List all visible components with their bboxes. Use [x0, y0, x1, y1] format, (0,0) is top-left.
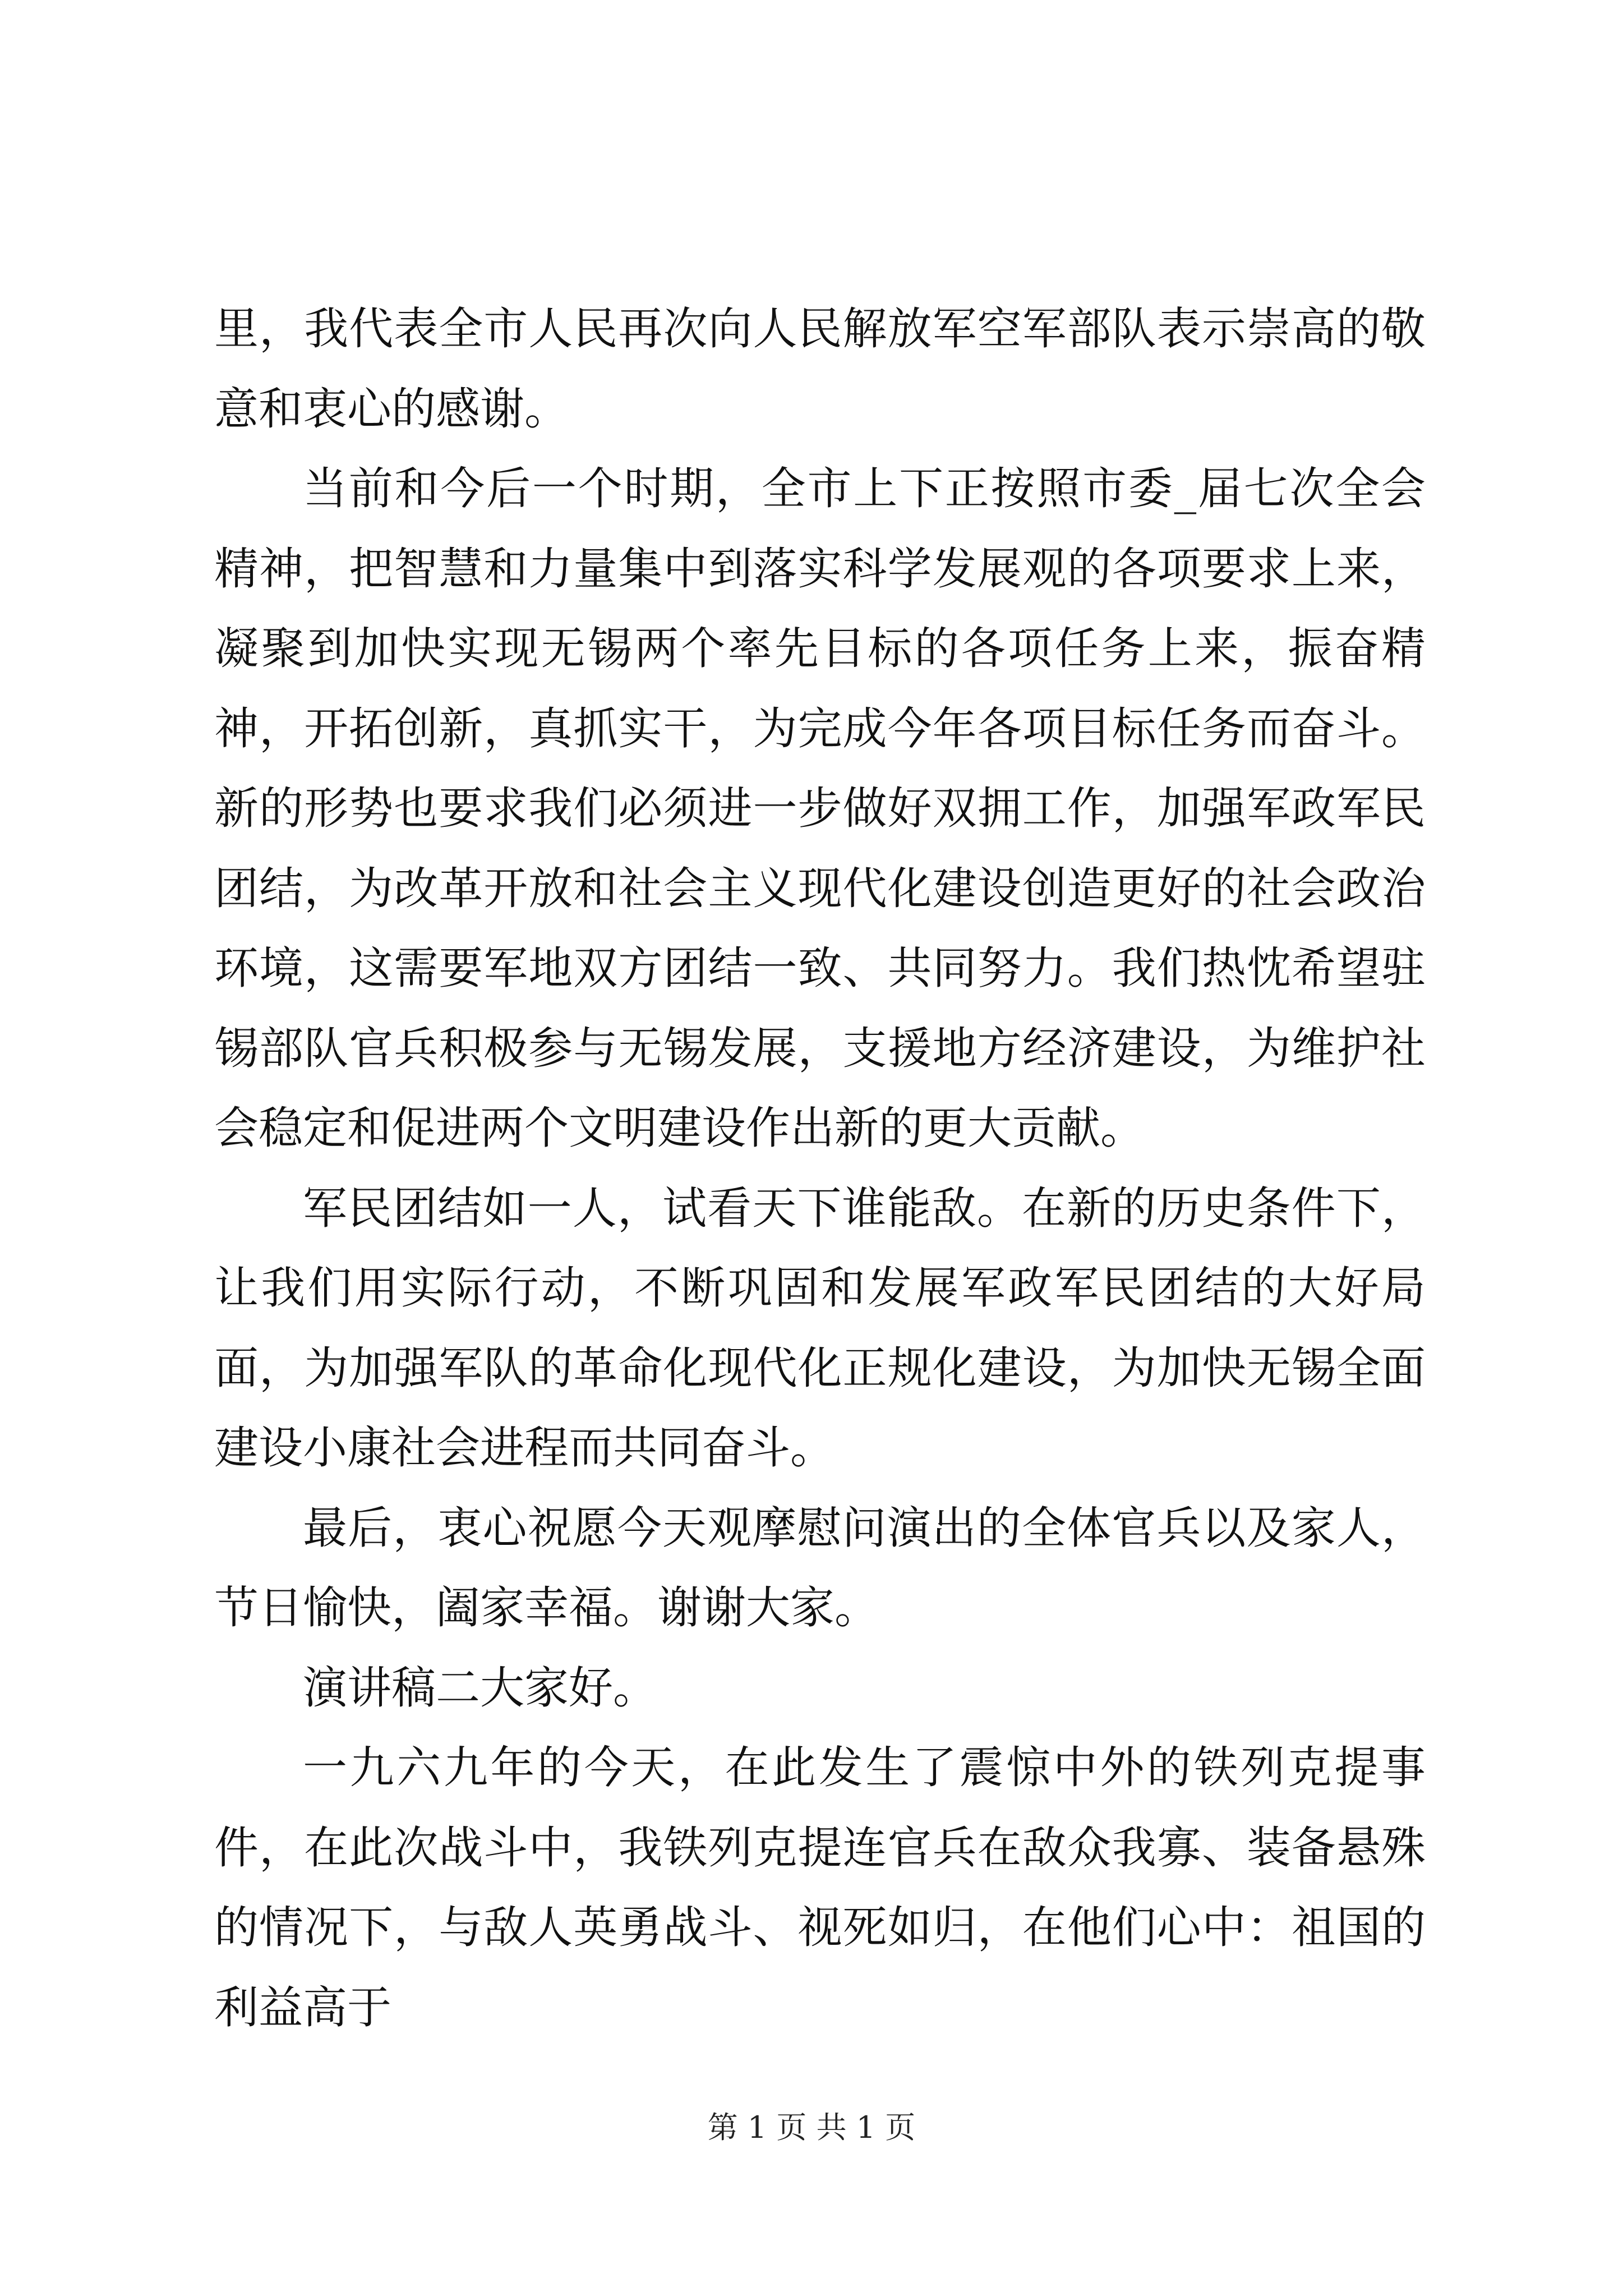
paragraph: 里，我代表全市人民再次向人民解放军空军部队表示崇高的敬意和衷心的感谢。 — [214, 303, 1426, 435]
paragraph: 最后，衷心祝愿今天观摩慰问演出的全体官兵以及家人，节日愉快，阖家幸福。谢谢大家。 — [214, 1502, 1426, 1634]
page-footer — [0, 2108, 1623, 2147]
page-number-label: 第 1 页 共 1 页 — [707, 2110, 916, 2145]
paragraph: 军民团结如一人，试看天下谁能敌。在新的历史条件下，让我们用实际行动，不断巩固和发展军政军民团结的大好局面，为加强军队的革命化现代化正规化建设，为加快无锡全面建设小康社会进程而共同奋斗。 — [214, 1182, 1426, 1474]
paragraph: 一九六九年的今天，在此发生了震惊中外的铁列克提事件，在此次战斗中，我铁列克提连官兵在敌众我寡、装备悬殊的情况下，与敌人英勇战斗、视死如归，在他们心中：祖国的利益高于 — [214, 1742, 1426, 2033]
paragraph: 当前和今后一个时期，全市上下正按照市委_届七次全会精神，把智慧和力量集中到落实科学发展观的各项要求上来，凝聚到加快实现无锡两个率先目标的各项任务上来，振奋精神，开拓创新，真抓实干，为完成今年各项目标任务而奋斗。新的形势也要求我们必须进一步做好双拥工作，加强军政军民团结，为改革开放和社会主义现代化建设创造更好的社会政治环境，这需要军地双方团结一致、共同努力。我们热忱希望驻锡部队官兵积极参与无锡发展，支援地方经济建设，为维护社会稳定和促进两个文明建设作出新的更大贡献。 — [214, 463, 1426, 1154]
paragraph: 演讲稿二大家好。 — [303, 1662, 657, 1714]
body-text — [214, 289, 1426, 2047]
